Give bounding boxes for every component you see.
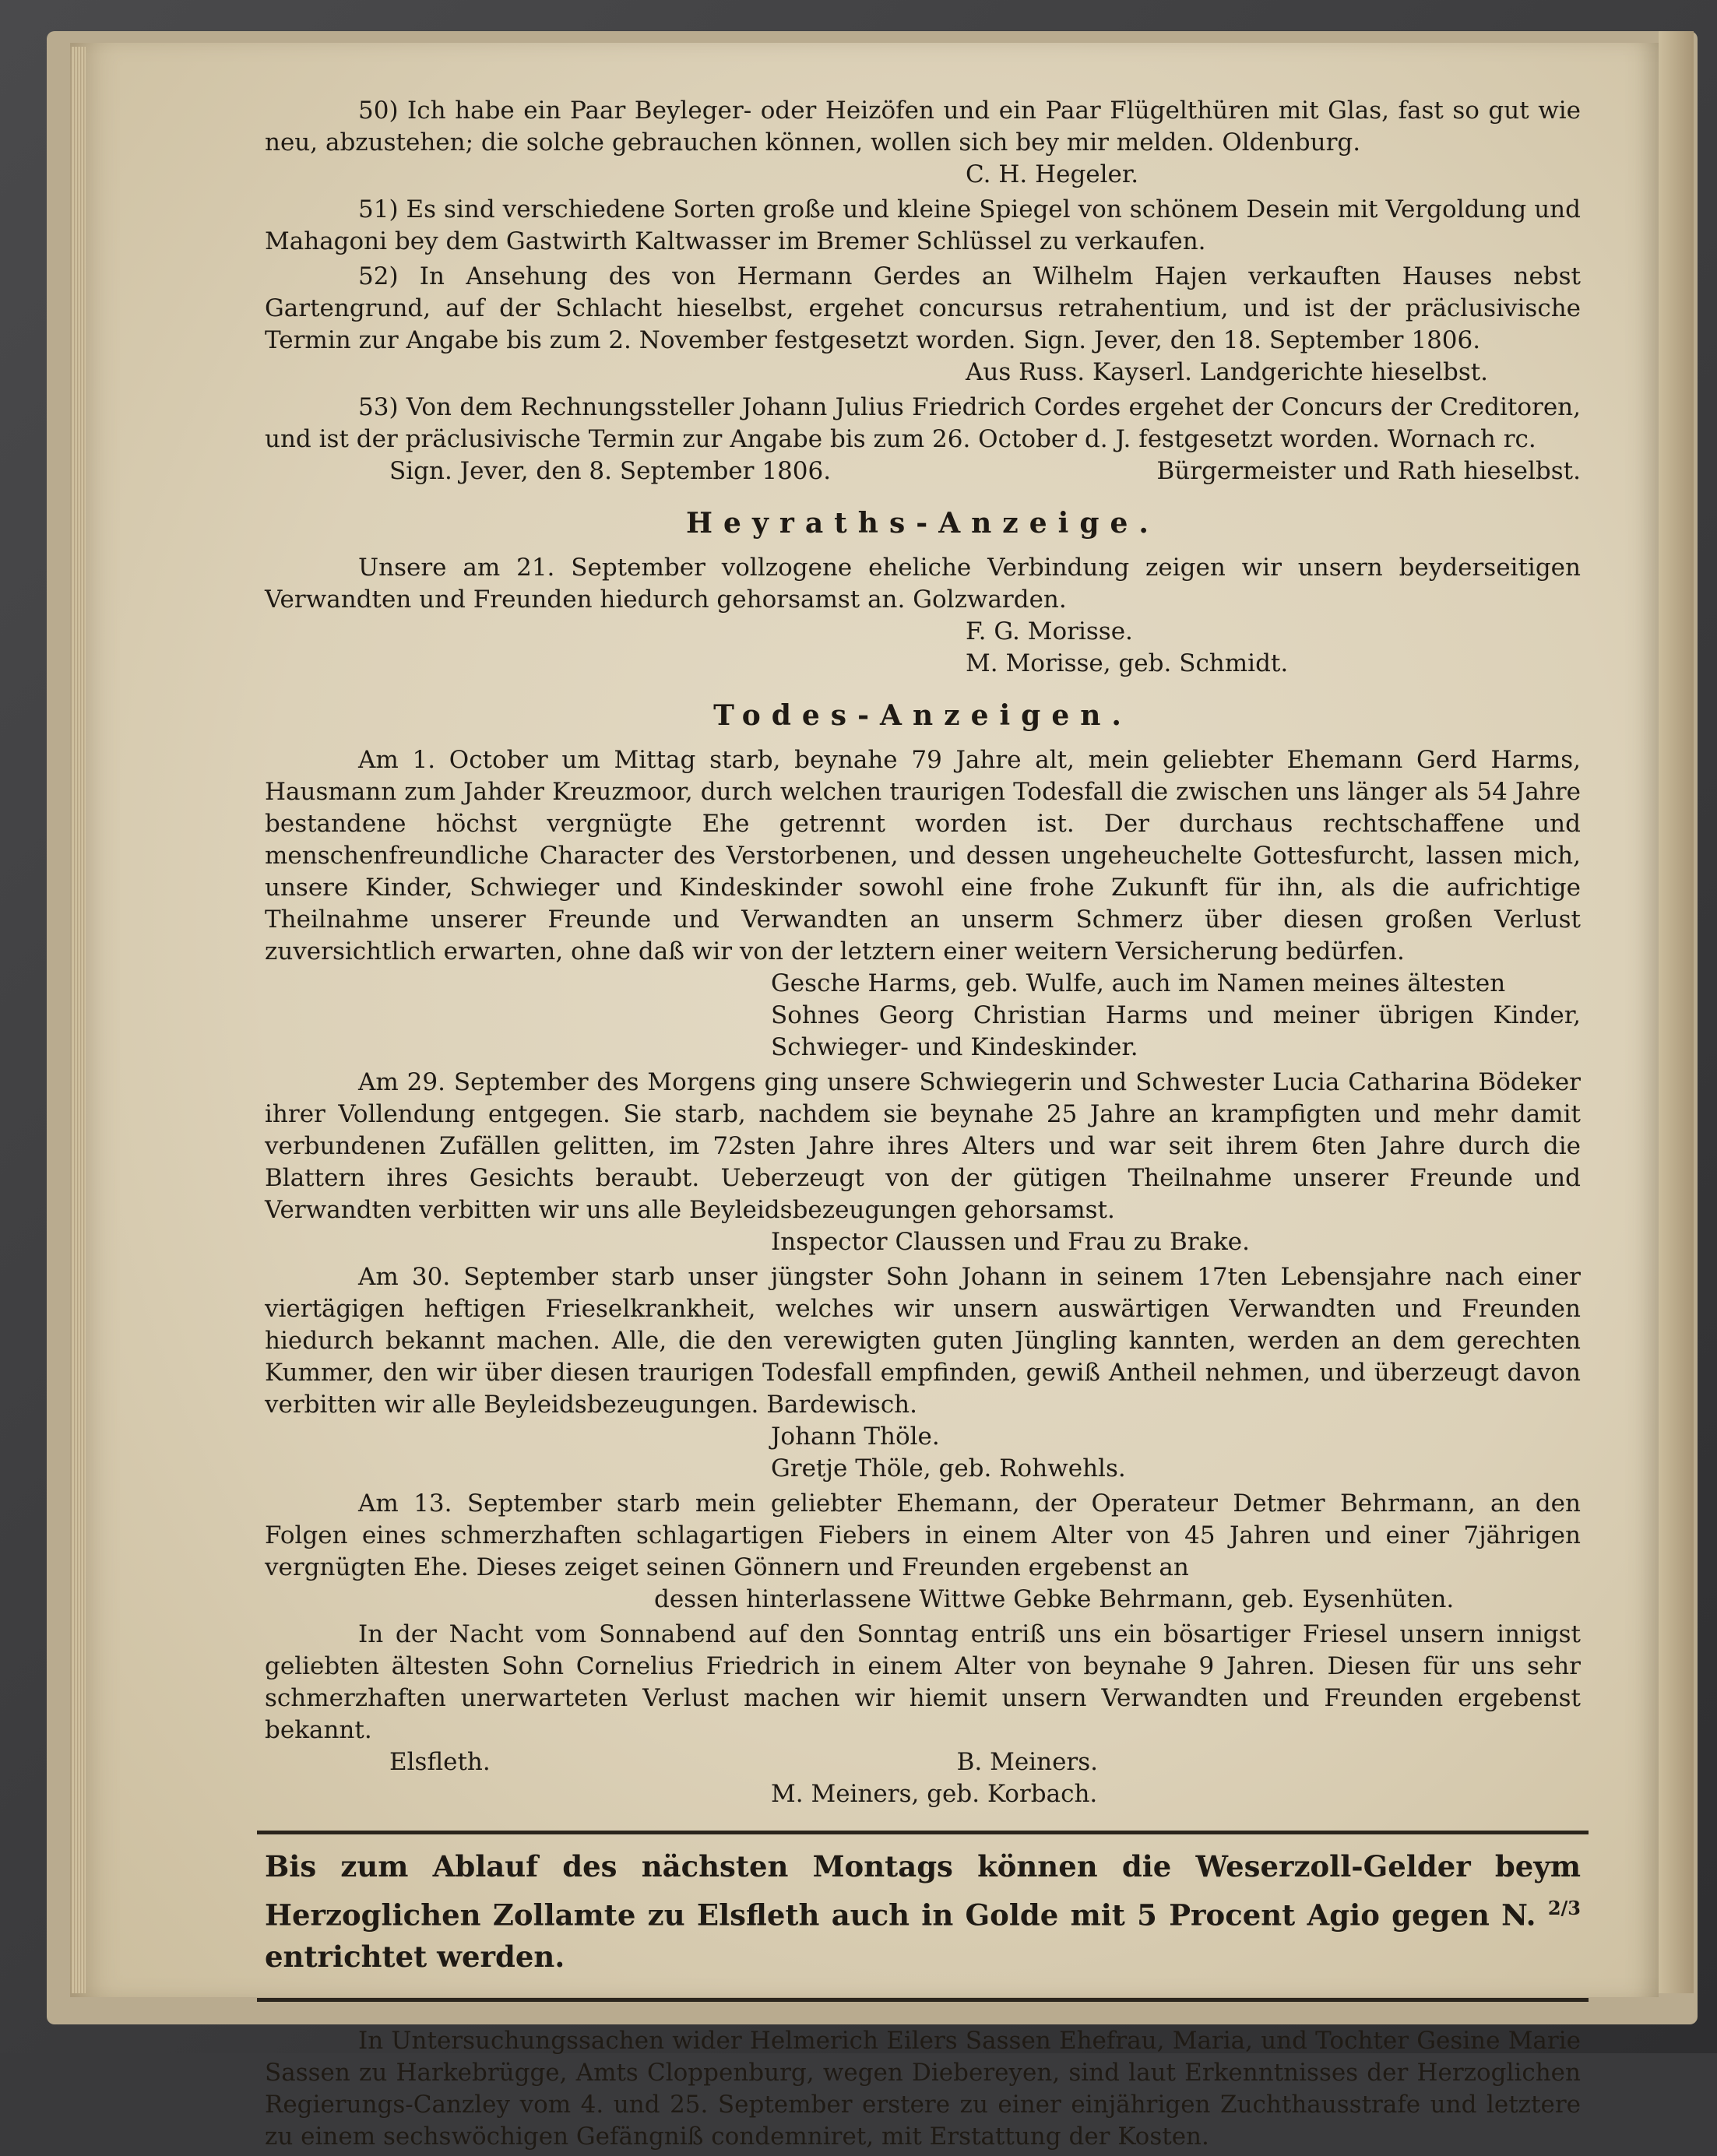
ad-sign-left: Sign. Jever, den 8. September 1806. (389, 457, 832, 485)
death-text: Am 30. September starb unser jüngster Sohn Johann in seinem 17ten Lebensjahre nach einer viertägigen heftigen Frieselkrankheit, welches wir unsern auswärtigen Verwandten und Freunden hiedurch bekannt machen. Alle, die den verewigten guten Jüngling kannten, werden an dem gerechten Kummer, den wir über diesen traurigen Todesfall empfinden, gewiß Antheil nehmen, und überzeugt davon verbitten wir alle Beyleidsbezeugungen. Bardewisch. (265, 1263, 1581, 1419)
ad-signature-row (265, 455, 1581, 487)
divider-top (257, 1831, 1589, 1834)
marriage-sign-1: F. G. Morisse. (966, 617, 1133, 645)
customs-notice (265, 1845, 1581, 1978)
death-sign-2: Sohnes Georg Christian Harms und meiner übrigen Kinder, Schwieger- und Kindeskinder. (771, 1001, 1581, 1061)
ad-signature: C. H. Hegeler. (966, 160, 1139, 188)
ad-text: 52) In Ansehung des von Hermann Gerdes an Wilhelm Hajen verkauften Hauses nebst Gartengrund, auf der Schlacht hieselbst, ergehet concursus retrahentium, und ist der präclusivische Termin zur Angabe bis zum 2. November festgesetzt worden. Sign. Jever, den 18. September 1806. (265, 262, 1581, 354)
marriage-sign-2: M. Morisse, geb. Schmidt. (966, 649, 1289, 677)
ad-text: 53) Von dem Rechnungssteller Johann Julius Friedrich Cordes ergehet der Concurs der Creditoren, und ist der präclusivische Termin zur Angabe bis zum 26. October d. J. festgesetzt worden. Wornach rc. (265, 393, 1581, 453)
death-notice-3 (265, 1261, 1581, 1485)
court-text: In Untersuchungssachen wider Helmerich Eilers Sassen Ehefrau, Maria, und Tochter Gesine Marie Sassen zu Harkebrügge, Amts Cloppenburg, wegen Diebereyen, sind laut Erkenntnisses der Herzoglichen Regierungs-Canzley vom 4. und 25. September erstere zu einer einjährigen Zuchthausstrafe und letztere zu einem sechswöchigen Gefängniß condemniret, mit Erstattung der Kosten. (265, 2027, 1581, 2151)
death-text: In der Nacht vom Sonnabend auf den Sonntag entriß uns ein bösartiger Friesel unsern innigst geliebten ältesten Sohn Cornelius Friedrich in einem Alter von beynahe 9 Jahren. Diesen für uns sehr schmerzhaften unerwarteten Verlust machen wir hiemit unsern Verwandten und Freunden ergebenst bekannt. (265, 1620, 1581, 1744)
deaths-heading: Todes-Anzeigen. (713, 699, 1132, 732)
death-notice-4 (265, 1488, 1581, 1616)
ad-51 (265, 194, 1581, 258)
court-notice (265, 2025, 1581, 2153)
death-sign-1: Gesche Harms, geb. Wulfe, auch im Namen meines ältesten (771, 969, 1506, 997)
divider-bottom (257, 1998, 1589, 2002)
death-text: Am 1. October um Mittag starb, beynahe 79 Jahre alt, mein geliebter Ehemann Gerd Harms, Hausmann zum Jahder Kreuzmoor, durch welchen traurigen Todesfall die zwischen uns länger als 54 Jahre bestandene höchst vergnügte Ehe getrennt worden ist. Der durchaus rechtschaffene und menschenfreundliche Character des Verstorbenen, und dessen ungeheuchelte Gottesfurcht, lassen mich, unsere Kinder, Schwieger und Kindeskinder sowohl eine frohe Zukunft für ihn, als die aufrichtige Theilnahme unserer Freunde und Verwandten an unserm Schmerz über diesen großen Verlust zuversichtlich erwarten, ohne daß wir von der letztern einer weitern Versicherung bedürfen. (265, 746, 1581, 965)
death-text: Am 13. September starb mein geliebter Ehemann, der Operateur Detmer Behrmann, an den Folgen eines schmerzhaften schlagartigen Fiebers in einem Alter von 45 Jahren und einer 7jährigen vergnügten Ehe. Dieses zeiget seinen Gönnern und Freunden ergebenst an (265, 1490, 1581, 1581)
death-text: Am 29. September des Morgens ging unsere Schwiegerin und Schwester Lucia Catharina Bödeker ihrer Vollendung entgegen. Sie starb, nachdem sie beynahe 25 Jahre an krampfigten und mehr damit verbundenen Zufällen gelitten, im 72sten Jahre ihres Alters und war seit ihrem 6ten Jahre durch die Blattern ihres Gesichts beraubt. Ueberzeugt von der gütigen Theilnahme unserer Freunde und Verwandten verbitten wir uns alle Beyleidsbezeugungen gehorsamst. (265, 1068, 1581, 1224)
page-content (265, 95, 1581, 2156)
ad-text: 51) Es sind verschiedene Sorten große und kleine Spiegel von schönem Desein mit Vergoldung und Mahagoni bey dem Gastwirth Kaltwasser im Bremer Schlüssel zu verkaufen. (265, 195, 1581, 255)
death-sign-1: B. Meiners. (956, 1748, 1098, 1776)
death-sign-1: Inspector Claussen und Frau zu Brake. (771, 1228, 1251, 1256)
notice-fraction: 2/3 (1547, 1897, 1581, 1919)
marriage-text: Unsere am 21. September vollzogene eheliche Verbindung zeigen wir unsern beyderseitigen Verwandten und Freunden hiedurch gehorsamst an. Golzwarden. (265, 554, 1581, 614)
death-sign-2: Gretje Thöle, geb. Rohwehls. (771, 1454, 1126, 1482)
death-sign-1: Johann Thöle. (771, 1423, 940, 1451)
death-sign-2: M. Meiners, geb. Korbach. (771, 1780, 1098, 1808)
ad-53 (265, 392, 1581, 487)
page-fold-right (1659, 31, 1694, 1993)
ad-52 (265, 261, 1581, 389)
marriage-heading: Heyraths-Anzeige. (686, 507, 1159, 540)
death-sign-left: Elsfleth. (389, 1748, 491, 1776)
death-signature-row (265, 1746, 1581, 1778)
ad-signature: Aus Russ. Kayserl. Landgerichte hieselbst. (966, 358, 1489, 386)
marriage-announcement (265, 552, 1581, 680)
page-stack-left (72, 47, 86, 1993)
ad-sign-right: Bürgermeister und Rath hieselbst. (1156, 457, 1581, 485)
death-notice-5 (265, 1619, 1581, 1810)
notice-text-end: entrichtet werden. (265, 1940, 565, 1975)
death-notice-2 (265, 1067, 1581, 1258)
death-sign-1: dessen hinterlassene Wittwe Gebke Behrmann, geb. Eysenhüten. (654, 1585, 1455, 1613)
death-notice-1 (265, 744, 1581, 1064)
ad-50 (265, 95, 1581, 191)
ad-text: 50) Ich habe ein Paar Beyleger- oder Heizöfen und ein Paar Flügelthüren mit Glas, fast so gut wie neu, abzustehen; die solche gebrauchen können, wollen sich bey mir melden. Oldenburg. (265, 97, 1581, 157)
notice-text: Bis zum Ablauf des nächsten Montags können die Weserzoll-Gelder beym Herzoglichen Zollamte zu Elsfleth auch in Golde mit 5 Procent Agio gegen N. (265, 1849, 1581, 1933)
